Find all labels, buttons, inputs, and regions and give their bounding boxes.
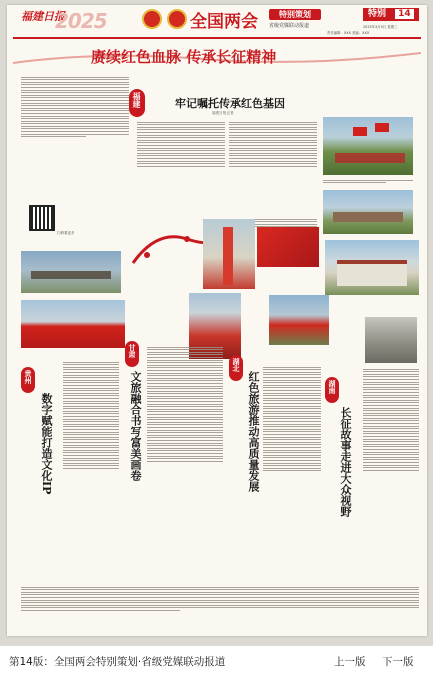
photo-soldier-statues[interactable] [365, 317, 417, 363]
gansu-headline: 文旅融合书写富美画卷 [129, 371, 142, 481]
special-badge [269, 9, 321, 20]
qr-caption: 扫码看更多 [57, 231, 75, 235]
page-caption: 第14版：全国两会特别策划·省级党媒联动报道 [9, 656, 226, 668]
gansu-tag-label: 甘肃 [128, 344, 137, 358]
hubei-tag [229, 355, 243, 381]
qr-code[interactable] [29, 205, 55, 231]
photo-site[interactable] [323, 190, 413, 234]
hubei-tag-label: 湖北 [232, 358, 241, 372]
party-emblem-icon [167, 9, 187, 29]
guizhou-article [63, 360, 119, 580]
feature-title: 全国两会 [190, 12, 258, 32]
special-badge-label: 特别策划 [279, 10, 311, 19]
page-number: 14 [395, 9, 414, 19]
masthead [7, 5, 427, 43]
gansu-article [147, 345, 223, 581]
photo-memorial-hall[interactable] [325, 240, 419, 295]
guizhou-headline: 数字赋能打造文化IP [40, 393, 53, 495]
photo-stone-bridge[interactable] [21, 251, 121, 293]
hubei-article [263, 365, 321, 581]
paper-name: 福建日报 [21, 10, 65, 23]
masthead-editors: 责任编辑：XXX 美编：XXX [327, 31, 370, 35]
page-footer [0, 645, 433, 678]
hunan-tag-label: 湖南 [328, 380, 337, 394]
prev-page-link[interactable]: 上一版 [334, 656, 366, 668]
fujian-headline: 牢记嘱托传承红色基因 [175, 97, 285, 110]
fujian-article-col1 [137, 120, 225, 215]
badge-subtitle: 省级党媒联动报道 [269, 23, 310, 29]
intro-article-text [21, 75, 129, 200]
main-headline-bar [13, 45, 421, 67]
emblem-icon [142, 9, 162, 29]
bottom-article-text [21, 585, 419, 631]
masthead-rule [13, 37, 421, 39]
page-label: 特别 [368, 9, 387, 19]
hunan-tag [325, 377, 339, 403]
hunan-article [363, 367, 419, 581]
photo-flag-group[interactable] [323, 117, 413, 175]
photo-red-banner[interactable] [257, 227, 319, 267]
photo-red-sculpture[interactable] [21, 300, 125, 348]
fujian-article-col2 [229, 120, 317, 215]
gansu-tag [125, 341, 139, 367]
next-page-link[interactable]: 下一版 [382, 656, 414, 668]
photo-monument[interactable] [203, 219, 255, 289]
fujian-byline: 福建日报记者 [212, 111, 234, 115]
hunan-headline: 长征故事走进大众视野 [339, 407, 352, 517]
photo-caption-1 [323, 178, 413, 186]
hubei-headline: 红色旅游推动高质量发展 [247, 371, 260, 492]
year-2025: 2025 [55, 9, 107, 33]
fujian-tag [129, 89, 145, 117]
main-headline: 赓续红色血脉 传承长征精神 [91, 48, 277, 66]
guizhou-tag [21, 367, 35, 393]
fujian-tag-label: 福建 [132, 92, 142, 108]
page-label-box [363, 8, 419, 21]
guizhou-tag-label: 贵州 [24, 370, 33, 384]
photo-red-flags[interactable] [269, 295, 329, 345]
newspaper-page[interactable] [7, 5, 427, 636]
masthead-date: 2025年3月5日 星期三 [363, 25, 398, 29]
